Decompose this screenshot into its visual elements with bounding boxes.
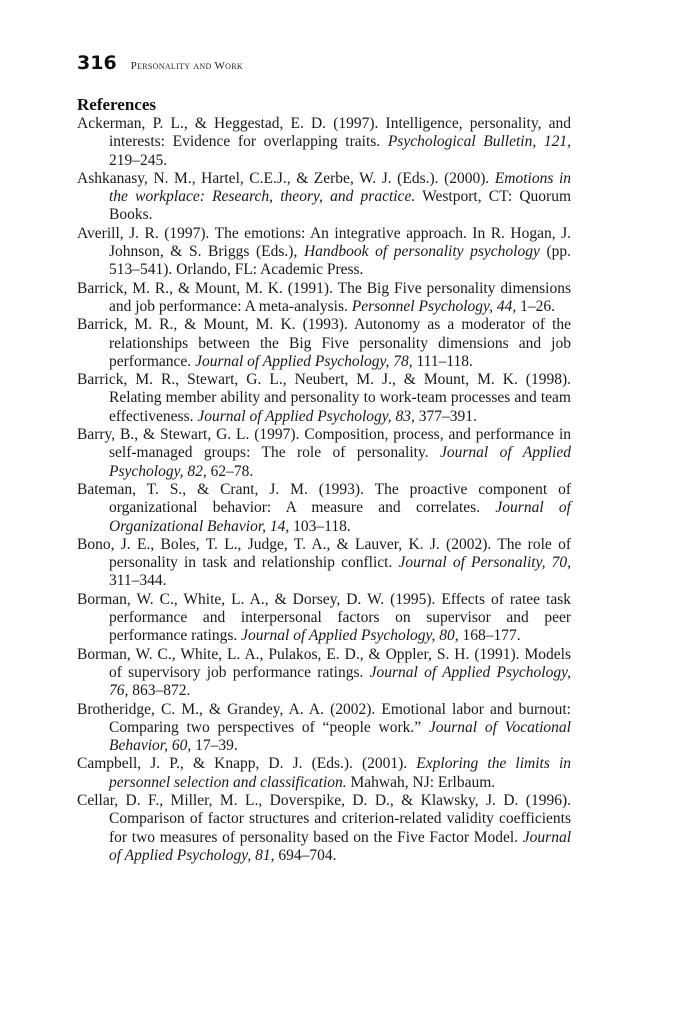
section-heading: References	[77, 95, 156, 114]
reference-text: Borman, W. C., White, L. A., & Dorsey, D. W. (1995). Effects of ratee task performance and interpersonal factors on supervisor and peer performance ratings.	[77, 590, 571, 645]
reference-source: Handbook of personality psychology	[303, 243, 540, 261]
reference-entry	[77, 701, 571, 756]
reference-pages: 1–26.	[516, 297, 555, 315]
reference-text: Brotheridge, C. M., & Grandey, A. A. (2002). Emotional labor and burnout: Comparing two perspectives of “people work.”	[77, 700, 571, 736]
reference-pages: Westport, CT: Quorum Books.	[109, 188, 571, 224]
reference-source: Journal of Applied Psychology, 76,	[109, 663, 571, 700]
running-head	[77, 52, 243, 74]
reference-text: Bono, J. E., Boles, T. L., Judge, T. A., & Lauver, K. J. (2002). The role of personality in task and relationship conflict.	[77, 535, 571, 572]
reference-entry	[77, 115, 571, 170]
reference-text: Campbell, J. P., & Knapp, D. J. (Eds.). (2001).	[77, 755, 417, 773]
reference-entry	[77, 316, 571, 371]
reference-pages: 311–344.	[109, 572, 167, 590]
reference-text: Barrick, M. R., & Mount, M. K. (1993). Autonomy as a moderator of the relationships between the Big Five personality dimensions and job performance.	[77, 316, 571, 370]
reference-pages: 168–177.	[458, 627, 521, 645]
reference-pages: 219–245.	[109, 151, 168, 169]
reference-text: Barrick, M. R., & Mount, M. K. (1991). The Big Five personality dimensions and job performance: A meta-analysis.	[77, 279, 571, 315]
reference-pages: 377–391.	[414, 407, 477, 425]
reference-source: Journal of Applied Psychology, 81,	[109, 828, 571, 864]
reference-entry	[77, 646, 571, 701]
reference-source: Journal of Applied Psychology, 83,	[197, 407, 415, 425]
reference-text: Averill, J. R. (1997). The emotions: An integrative approach. In R. Hogan, J. Johnson, & S. Briggs (Eds.),	[77, 224, 571, 261]
reference-source: Journal of Personality, 70,	[398, 554, 571, 572]
reference-entry	[77, 591, 571, 646]
reference-pages: 103–118.	[289, 517, 351, 535]
reference-entry	[77, 426, 571, 481]
reference-text: Barry, B., & Stewart, G. L. (1997). Composition, process, and performance in self-managed groups: The role of personality.	[77, 426, 571, 462]
reference-entry	[77, 481, 571, 536]
reference-entry	[77, 792, 571, 865]
reference-pages: 62–78.	[206, 462, 254, 480]
reference-list	[77, 115, 571, 865]
page-number: 316	[77, 52, 117, 74]
reference-entry	[77, 536, 571, 591]
reference-pages: 17–39.	[191, 737, 238, 755]
reference-pages: 694–704.	[274, 846, 337, 864]
reference-text: Cellar, D. F., Miller, M. L., Doverspike, D. D., & Klawsky, J. D. (1996). Comparison of factor structures and criterion-related validity coefficients for two measures of personality based on the Five Factor Model.	[77, 791, 571, 846]
reference-pages: Mahwah, NJ: Erlbaum.	[346, 773, 496, 791]
reference-pages: 863–872.	[128, 682, 191, 700]
reference-pages: 111–118.	[412, 352, 473, 370]
reference-text: Ashkanasy, N. M., Hartel, C.E.J., & Zerbe, W. J. (Eds.). (2000).	[77, 169, 495, 187]
reference-source: Journal of Vocational Behavior, 60,	[109, 718, 571, 755]
reference-text: Bateman, T. S., & Crant, J. M. (1993). The proactive component of organizational behavior: A measure and correlates.	[77, 480, 571, 517]
reference-pages: (pp. 513–541). Orlando, FL: Academic Press.	[109, 243, 572, 279]
reference-source: Emotions in the workplace: Research, theory, and practice.	[109, 169, 571, 206]
reference-source: Journal of Applied Psychology, 82,	[109, 444, 571, 480]
reference-source: Journal of Applied Psychology, 78,	[195, 352, 413, 370]
reference-text: Barrick, M. R., Stewart, G. L., Neubert, M. J., & Mount, M. K. (1998). Relating member ability and personality to work-team processes and team effectiveness.	[77, 371, 571, 425]
reference-entry	[77, 170, 571, 225]
reference-entry	[77, 755, 571, 792]
reference-entry	[77, 371, 571, 426]
reference-source: Exploring the limits in personnel selection and classification.	[109, 755, 572, 791]
reference-entry	[77, 225, 571, 280]
reference-source: Journal of Organizational Behavior, 14,	[109, 499, 571, 535]
reference-source: Journal of Applied Psychology, 80,	[241, 627, 459, 645]
reference-source: Personnel Psychology, 44,	[351, 297, 517, 315]
reference-entry	[77, 280, 571, 317]
running-title: Personality and Work	[130, 60, 243, 72]
reference-source: Psychological Bulletin, 121,	[387, 133, 571, 151]
reference-text: Borman, W. C., White, L. A., Pulakos, E. D., & Oppler, S. H. (1991). Models of supervisory job performance ratings.	[77, 645, 571, 681]
reference-text: Ackerman, P. L., & Heggestad, E. D. (1997). Intelligence, personality, and interests: Evidence for overlapping traits.	[77, 115, 571, 151]
